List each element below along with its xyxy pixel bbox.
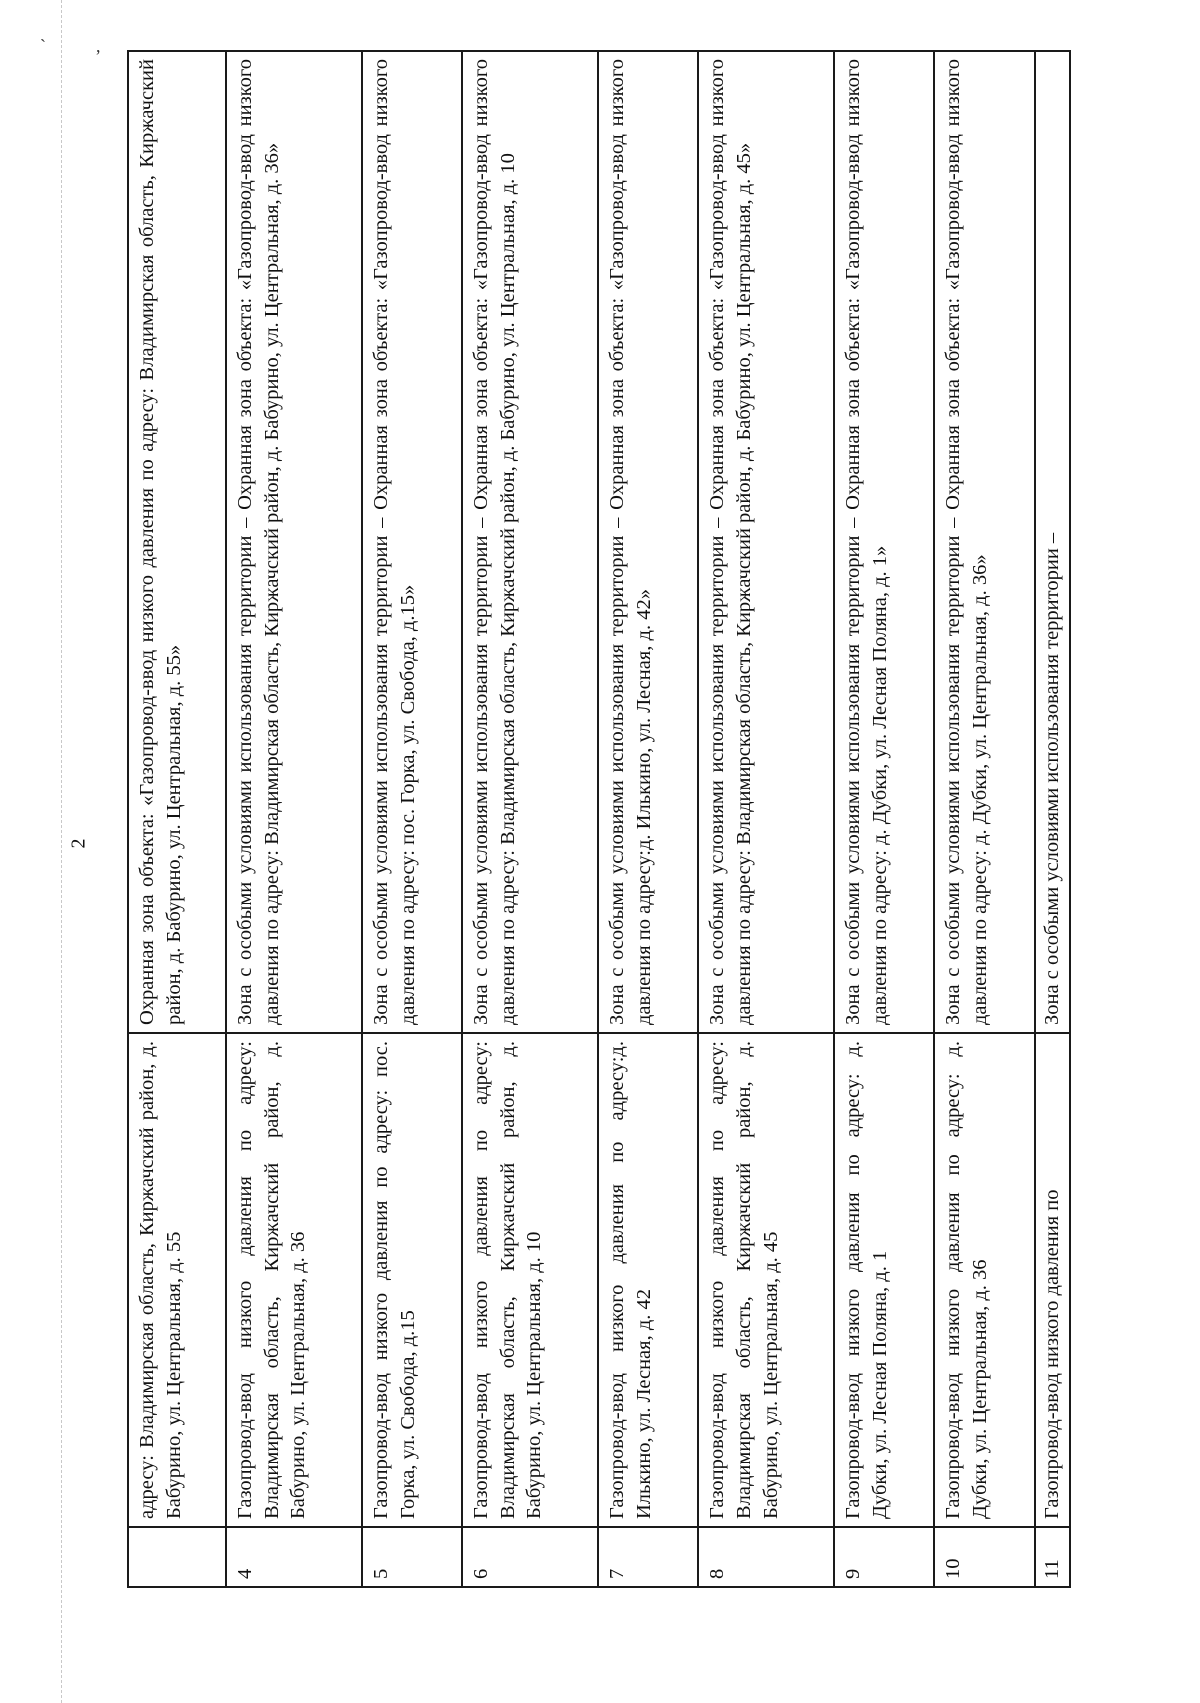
scan-fold-line	[61, 0, 62, 1703]
zone-cell: Зона с особыми условиями использования территории – Охранная зона объекта: «Газопровод-ввод низкого давления по адресу: д. Дубки, ул. Центральная, д. 36»	[934, 51, 1034, 1033]
table-row	[834, 51, 934, 1587]
table-row	[226, 51, 362, 1587]
object-cell: Газопровод-ввод низкого давления по адресу: Владимирская область, Киржачский район, д. Бабурино, ул. Центральная, д. 10	[462, 1033, 598, 1527]
zone-cell: Зона с особыми условиями использования территории – Охранная зона объекта: «Газопровод-ввод низкого давления по адресу: Владимирская область, Киржачский район, д. Бабурино, ул. Центральная, д. 10	[462, 51, 598, 1033]
row-number: 6	[462, 1527, 598, 1587]
row-number: 5	[362, 1527, 462, 1587]
page-number: 2	[67, 838, 90, 849]
zone-cell: Зона с особыми условиями использования территории – Охранная зона объекта: «Газопровод-ввод низкого давления по адресу: Владимирская область, Киржачский район, д. Бабурино, ул. Центральная, д. 36»	[226, 51, 362, 1033]
zone-cell: Зона с особыми условиями использования территории – Охранная зона объекта: «Газопровод-ввод низкого давления по адресу: Владимирская область, Киржачский район, д. Бабурино, ул. Центральная, д. 45»	[698, 51, 834, 1033]
scan-mark-1: `	[40, 36, 46, 56]
row-number: 7	[598, 1527, 698, 1587]
object-cell: Газопровод-ввод низкого давления по адресу: д. Дубки, ул. Лесная Поляна, д. 1	[834, 1033, 934, 1527]
object-cell: Газопровод-ввод низкого давления по адресу: д. Дубки, ул. Центральная, д. 36	[934, 1033, 1034, 1527]
table-row	[462, 51, 598, 1587]
row-number	[128, 1527, 226, 1587]
table-row	[128, 51, 226, 1587]
scan-mark-2: ,	[96, 36, 101, 56]
object-cell: Газопровод-ввод низкого давления по адресу:д. Илькино, ул. Лесная, д. 42	[598, 1033, 698, 1527]
object-cell: Газопровод-ввод низкого давления по адресу: Владимирская область, Киржачский район, д. Бабурино, ул. Центральная, д. 36	[226, 1033, 362, 1527]
zone-cell: Зона с особыми условиями использования территории – Охранная зона объекта: «Газопровод-ввод низкого давления по адресу: д. Дубки, ул. Лесная Поляна, д. 1»	[834, 51, 934, 1033]
zone-cell: Охранная зона объекта: «Газопровод-ввод низкого давления по адресу: Владимирская область, Киржачский район, д. Бабурино, ул. Центральная, д. 55»	[128, 51, 226, 1033]
object-cell: Газопровод-ввод низкого давления по	[1035, 1033, 1070, 1527]
table-row	[362, 51, 462, 1587]
zone-cell: Зона с особыми условиями использования территории –	[1035, 51, 1070, 1033]
row-number: 10	[934, 1527, 1034, 1587]
table-row	[698, 51, 834, 1587]
row-number: 11	[1035, 1527, 1070, 1587]
row-number: 9	[834, 1527, 934, 1587]
zones-table	[127, 50, 1071, 1588]
table-row	[1035, 51, 1070, 1587]
object-cell: Газопровод-ввод низкого давления по адресу: пос. Горка, ул. Свобода, д.15	[362, 1033, 462, 1527]
object-cell: Газопровод-ввод низкого давления по адресу: Владимирская область, Киржачский район, д. Бабурино, ул. Центральная, д. 45	[698, 1033, 834, 1527]
zone-cell: Зона с особыми условиями использования территории – Охранная зона объекта: «Газопровод-ввод низкого давления по адресу: пос. Горка, ул. Свобода, д.15»	[362, 51, 462, 1033]
zone-cell: Зона с особыми условиями использования территории – Охранная зона объекта: «Газопровод-ввод низкого давления по адресу:д. Илькино, ул. Лесная, д. 42»	[598, 51, 698, 1033]
table-row	[934, 51, 1034, 1587]
row-number: 8	[698, 1527, 834, 1587]
rotated-page	[127, 59, 1071, 1588]
object-cell: адресу: Владимирская область, Киржачский район, д. Бабурино, ул. Центральная, д. 55	[128, 1033, 226, 1527]
row-number: 4	[226, 1527, 362, 1587]
table-row	[598, 51, 698, 1587]
